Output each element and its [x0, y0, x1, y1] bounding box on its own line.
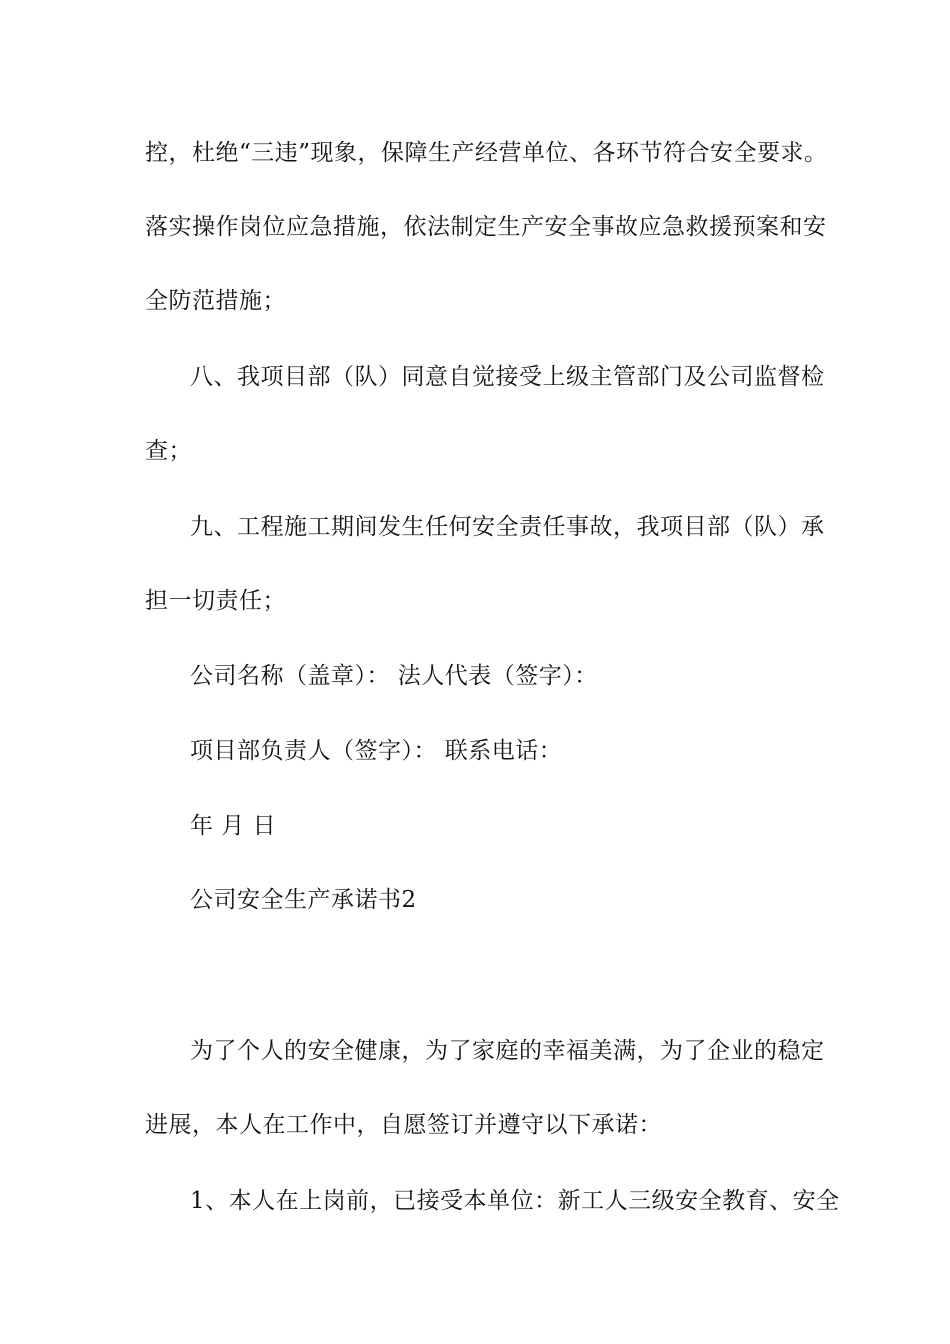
paragraph-line: 控，杜绝“三违”现象，保障生产经营单位、各环节符合安全要求。	[145, 140, 828, 166]
paragraph-line: 全防范措施；	[145, 288, 286, 314]
section-title: 公司安全生产承诺书2	[190, 887, 417, 913]
clause-nine-continuation: 担一切责任；	[145, 588, 286, 614]
signature-manager-line: 项目部负责人（签字）： 联系电话：	[190, 738, 563, 764]
clause-eight-line: 八、我项目部（队）同意自觉接受上级主管部门及公司监督检	[190, 364, 825, 390]
paragraph-line: 落实操作岗位应急措施，依法制定生产安全事故应急救援预案和安	[145, 214, 827, 240]
signature-company-line: 公司名称（盖章）： 法人代表（签字）：	[190, 663, 598, 689]
paragraph-line: 进展，本人在工作中，自愿签订并遵守以下承诺：	[145, 1112, 662, 1138]
date-line: 年 月 日	[190, 813, 277, 839]
paragraph-line: 为了个人的安全健康，为了家庭的幸福美满，为了企业的稳定	[190, 1038, 825, 1064]
clause-eight-continuation: 查；	[145, 438, 192, 464]
clause-nine-line: 九、工程施工期间发生任何安全责任事故，我项目部（队）承	[190, 514, 825, 540]
paragraph-line: 1、本人在上岗前，已接受本单位：新工人三级安全教育、安全	[190, 1188, 840, 1214]
